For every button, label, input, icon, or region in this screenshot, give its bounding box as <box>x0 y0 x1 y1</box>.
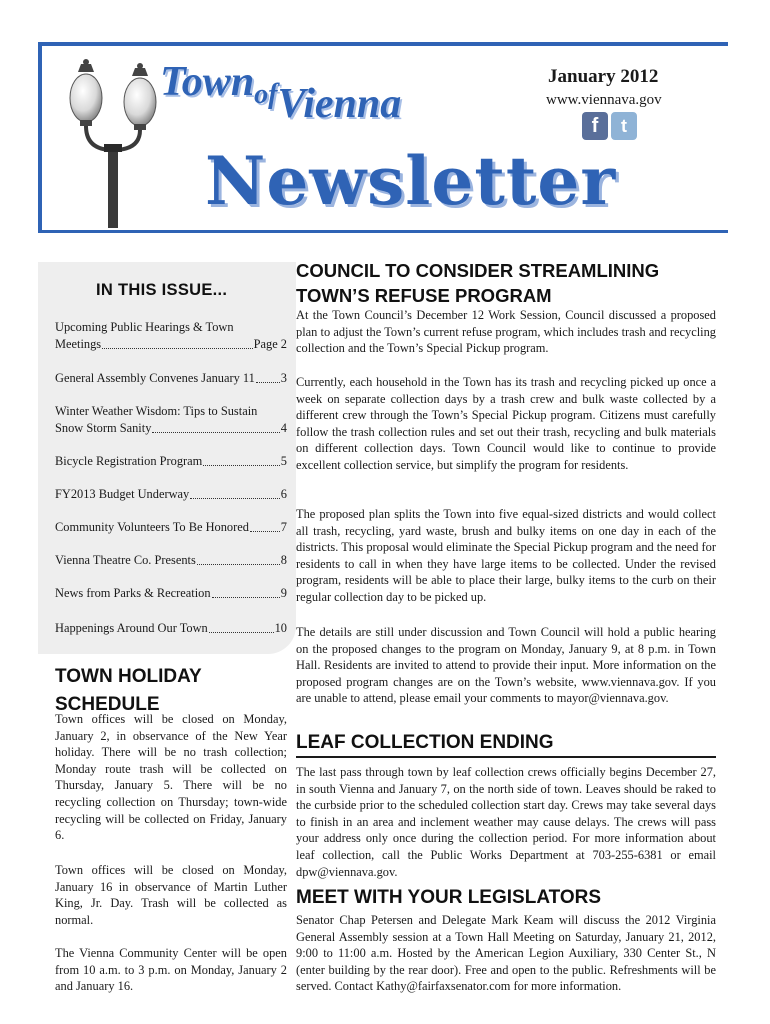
toc-item-label: Winter Weather Wisdom: Tips to Sustain <box>55 404 258 418</box>
toc-item-label: Bicycle Registration Program <box>55 454 203 468</box>
toc-item[interactable] <box>55 403 287 437</box>
toc-item[interactable] <box>55 519 287 536</box>
toc-item-label: General Assembly Convenes January 11 <box>55 371 255 385</box>
council-paragraph: The proposed plan splits the Town into five equal-sized districts and would collect all trash, recycling, yard waste, brush and bulky items on one day in each of the districts. This proposal would eliminate the Special Pickup program and the need for residents to call in when they have large items to be collected. Under the revised program, residents will be able to place their large, bulky items to the curb on their regular collection day to be picked up. <box>296 507 716 604</box>
holiday-paragraph: Town offices will be closed on Monday, January 16 in observance of Martin Luther King, Jr. Day. Trash will be collected as normal. <box>55 863 287 927</box>
toc-item-page: 7 <box>280 520 287 534</box>
masthead-frame-top <box>38 42 728 46</box>
toc-item-label: News from Parks & Recreation <box>55 586 211 600</box>
toc-item-page: 5 <box>280 454 287 468</box>
leaf-heading-rule <box>296 756 716 758</box>
toc-item-page: 3 <box>280 371 287 385</box>
leaf-heading: LEAF COLLECTION ENDING <box>296 732 554 753</box>
toc-item[interactable] <box>55 453 287 470</box>
toc-item-label: Community Volunteers To Be Honored <box>55 520 249 534</box>
toc-item-label: Meetings <box>55 337 102 351</box>
facebook-icon[interactable]: f <box>582 112 608 140</box>
town-logo-town: Town <box>160 59 255 105</box>
toc-item-page: 10 <box>274 621 287 635</box>
holiday-paragraph: Town offices will be closed on Monday, January 2, in observance of the New Year holiday. There will be no trash collection; Monday route trash will be collected on Thursday, January 5. There will be no recycling collection on Thursday; town-wide recycling will be collected on Friday, January 6. <box>55 712 287 843</box>
masthead-frame-bottom <box>38 230 728 233</box>
council-paragraph: At the Town Council’s December 12 Work Session, Council discussed a proposed plan to adjust the Town’s current refuse program, which includes trash and recycling collection and the Town’s Special Pickup program. <box>296 308 716 356</box>
toc-item-page: 9 <box>280 586 287 600</box>
issue-date: January 2012 <box>548 66 659 87</box>
social-icons <box>582 112 637 140</box>
toc-item-page: 4 <box>280 421 287 435</box>
toc-item[interactable] <box>55 585 287 602</box>
toc-item-page: 8 <box>280 553 287 567</box>
masthead-frame-left <box>38 42 42 232</box>
toc-item[interactable] <box>55 370 287 387</box>
website-link[interactable]: www.viennava.gov <box>546 92 662 108</box>
toc-item-label: Vienna Theatre Co. Presents <box>55 553 196 567</box>
in-this-issue-title: IN THIS ISSUE... <box>96 281 228 299</box>
town-logo <box>160 58 402 127</box>
newsletter-title: Newsletter <box>205 142 617 220</box>
toc-item-page: Page 2 <box>253 337 287 351</box>
toc-item-label: Happenings Around Our Town <box>55 621 208 635</box>
council-heading: COUNCIL TO CONSIDER STREAMLINING TOWN’S REFUSE PROGRAM <box>296 260 660 306</box>
town-logo-of: of <box>254 79 278 110</box>
council-paragraph: Currently, each household in the Town has its trash and recycling picked up once a week on separate collection days by a trash crew and bulk waste collected by a different crew through the Town’s Special Pickup program. Citizens must carefully follow the trash collection rules and set out their trash, recycling and bulk materials on different collection days. Town Council would like to continue to provide excellent collection service, but simplify the program for residents. <box>296 375 716 472</box>
council-paragraph: The details are still under discussion and Town Council will hold a public hearing on the proposed changes to the program on Monday, January 9, at 8 p.m. in Town Hall. Residents are invited to attend to provide their input. More information on the proposed program changes are on the Town’s website, www.viennava.gov. If you are unable to attend, please email your comments to mayor@viennava.gov. <box>296 625 716 706</box>
holiday-paragraph: The Vienna Community Center will be open from 10 a.m. to 3 p.m. on Monday, January 2 and January 16. <box>55 946 287 994</box>
leaf-paragraph: The last pass through town by leaf collection crews officially begins December 27, in south Vienna and January 7, on the north side of town. Leaves should be raked to the curbside prior to the scheduled collection start day. Crews may take several days to finish in an area and inclement weather may cause delays. The crews will pass your address only once during the collection period. For more information about leaf collection, call the Public Works Department at 703-255-6381 or email dpw@viennava.gov. <box>296 765 716 879</box>
toc-item-label: Upcoming Public Hearings & Town <box>55 320 234 334</box>
holiday-heading: TOWN HOLIDAY SCHEDULE <box>55 666 202 715</box>
toc-item[interactable] <box>55 620 287 637</box>
toc-item[interactable] <box>55 486 287 503</box>
legislators-heading: MEET WITH YOUR LEGISLATORS <box>296 887 602 908</box>
toc-item[interactable] <box>55 552 287 569</box>
toc-item-label: FY2013 Budget Underway <box>55 487 190 501</box>
toc-item[interactable] <box>55 319 287 353</box>
town-logo-vienna: Vienna <box>277 81 402 127</box>
toc-item-label: Snow Storm Sanity <box>55 421 152 435</box>
streetlamp-image <box>58 58 168 228</box>
twitter-icon[interactable]: t <box>611 112 637 140</box>
toc-item-page: 6 <box>280 487 287 501</box>
legislators-paragraph: Senator Chap Petersen and Delegate Mark Keam will discuss the 2012 Virginia General Assembly session at a Town Hall Meeting on Saturday, January 21, 2012, 9:00 to 11:00 a.m. Hosted by the American Legion Auxiliary, 330 Center St., N (enter building by the rear door). Free and open to the public. Refreshments will be served. Contact Kathy@fairfaxsenator.com for more information. <box>296 913 716 994</box>
